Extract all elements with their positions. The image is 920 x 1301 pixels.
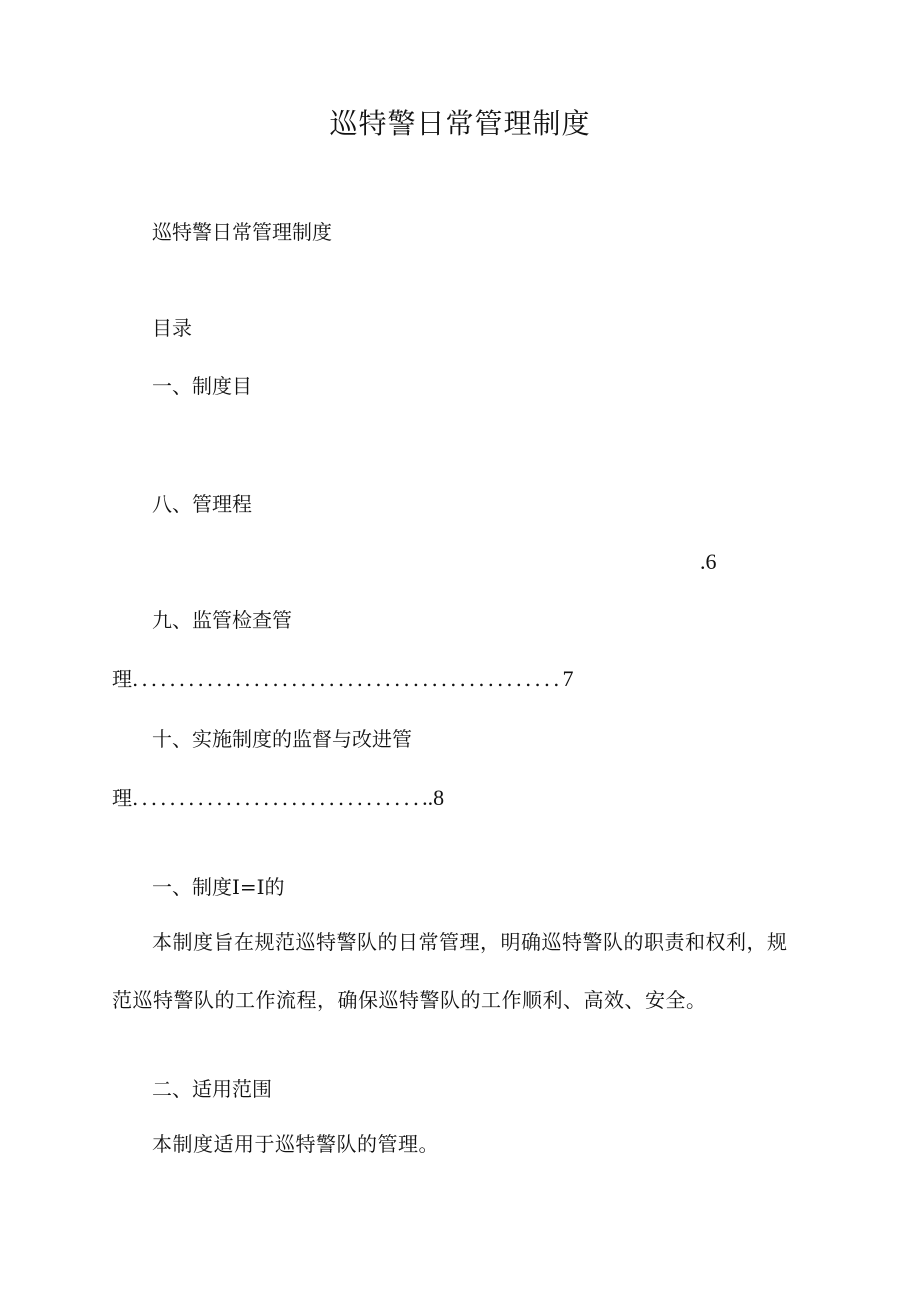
- toc-entry-8: 八、管理程: [152, 492, 252, 516]
- toc-entry-10-page: ..8: [422, 785, 445, 810]
- toc-entry-9-cont-text: 理: [112, 667, 132, 691]
- toc-entry-8-page: .6: [700, 549, 717, 574]
- toc-entry-10-leader: ...............................: [132, 786, 423, 810]
- section-2-heading: 二、适用范围: [152, 1077, 272, 1101]
- section-1-heading: 一、制度Ι=Ι的: [152, 875, 285, 899]
- toc-entry-9-page: 7: [562, 666, 574, 691]
- toc-entry-10-continuation: [112, 785, 444, 811]
- section-1-body: 本制度旨在规范巡特警队的日常管理，明确巡特警队的职责和权利，规范巡特警队的工作流程，确保巡特警队的工作顺利、高效、安全。: [112, 930, 788, 1012]
- document-title: 巡特警日常管理制度: [329, 107, 591, 140]
- toc-entry-10-cont-text: 理: [112, 786, 132, 810]
- toc-entry-9: 九、监管检查管: [152, 608, 292, 632]
- toc-entry-9-leader: ..............................................: [132, 667, 563, 691]
- toc-entry-9-continuation: [112, 666, 573, 692]
- section-2-body: 本制度适用于巡特警队的管理。: [152, 1132, 439, 1156]
- toc-heading: 目录: [152, 316, 192, 340]
- toc-entry-1: 一、制度目: [152, 374, 252, 398]
- toc-entry-10: 十、实施制度的监督与改进管: [152, 727, 412, 751]
- document-subtitle: 巡特警日常管理制度: [152, 220, 332, 244]
